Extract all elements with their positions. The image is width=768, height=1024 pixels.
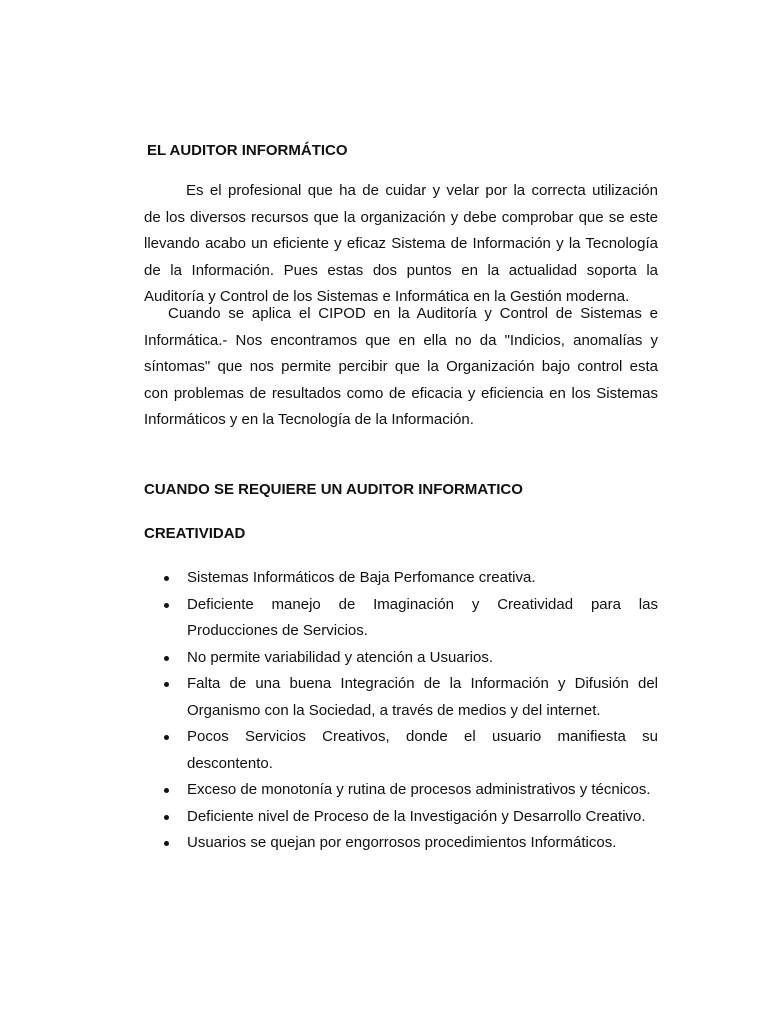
bullet-icon — [164, 841, 169, 846]
subsection-heading: CREATIVIDAD — [144, 525, 246, 542]
list-item-text: Producciones de Servicios. — [187, 622, 368, 639]
list-item — [144, 671, 658, 724]
list-item — [144, 777, 658, 804]
paragraph-line: Informática.- Nos encontramos que en ella no da "Indicios, anomalías y — [144, 331, 658, 349]
bullet-icon — [164, 788, 169, 793]
bullet-icon — [164, 682, 169, 687]
paragraph-line: de la Información. Pues estas dos puntos en la actualidad soporta la — [144, 261, 658, 279]
list-item — [144, 830, 658, 857]
intro-paragraph — [144, 178, 658, 311]
list-item — [144, 565, 658, 592]
list-item-text: No permite variabilidad y atención a Usuarios. — [187, 648, 493, 666]
bullet-icon — [164, 735, 169, 740]
list-item-text: Deficiente manejo de Imaginación y Creatividad para las — [187, 595, 658, 613]
list-item-text: Exceso de monotonía y rutina de procesos administrativos y técnicos. — [187, 781, 651, 798]
bullet-icon — [164, 656, 169, 661]
bullet-icon — [164, 576, 169, 581]
second-paragraph — [144, 301, 658, 434]
paragraph-line: de los diversos recursos que la organización y debe comprobar que se este — [144, 208, 658, 226]
paragraph-line: síntomas" que nos permite percibir que la Organización bajo control esta — [144, 358, 658, 375]
paragraph-line: Cuando se aplica el CIPOD en la Auditoría y Control de Sistemas e — [168, 305, 658, 322]
section-heading: CUANDO SE REQUIERE UN AUDITOR INFORMATICO — [144, 481, 523, 498]
list-item-text: descontento. — [187, 754, 273, 772]
list-item-text: Sistemas Informáticos de Baja Perfomance creativa. — [187, 569, 536, 586]
list-item-text: Falta de una buena Integración de la Información y Difusión del — [187, 675, 658, 692]
list-item — [144, 804, 658, 831]
list-item-text: Deficiente nivel de Proceso de la Investigación y Desarrollo Creativo. — [187, 807, 646, 825]
bullet-icon — [164, 603, 169, 608]
paragraph-line: Informáticos y en la Tecnología de la Información. — [144, 411, 474, 428]
document-title: EL AUDITOR INFORMÁTICO — [147, 142, 348, 159]
paragraph-line: llevando acabo un eficiente y eficaz Sistema de Información y la Tecnología — [144, 235, 658, 252]
paragraph-line: Es el profesional que ha de cuidar y velar por la correcta utilización — [186, 182, 658, 199]
bullet-icon — [164, 815, 169, 820]
list-item — [144, 724, 658, 777]
list-item-text: Usuarios se quejan por engorrosos procedimientos Informáticos. — [187, 834, 617, 851]
paragraph-line: con problemas de resultados como de eficacia y eficiencia en los Sistemas — [144, 384, 658, 402]
paragraph-line: Auditoría y Control de los Sistemas e Informática en la Gestión moderna. — [144, 288, 630, 305]
list-item — [144, 592, 658, 645]
list-item — [144, 645, 658, 672]
list-item-text: Organismo con la Sociedad, a través de medios y del internet. — [187, 701, 601, 719]
list-item-text: Pocos Servicios Creativos, donde el usuario manifiesta su — [187, 728, 658, 745]
bullet-list — [144, 565, 658, 857]
